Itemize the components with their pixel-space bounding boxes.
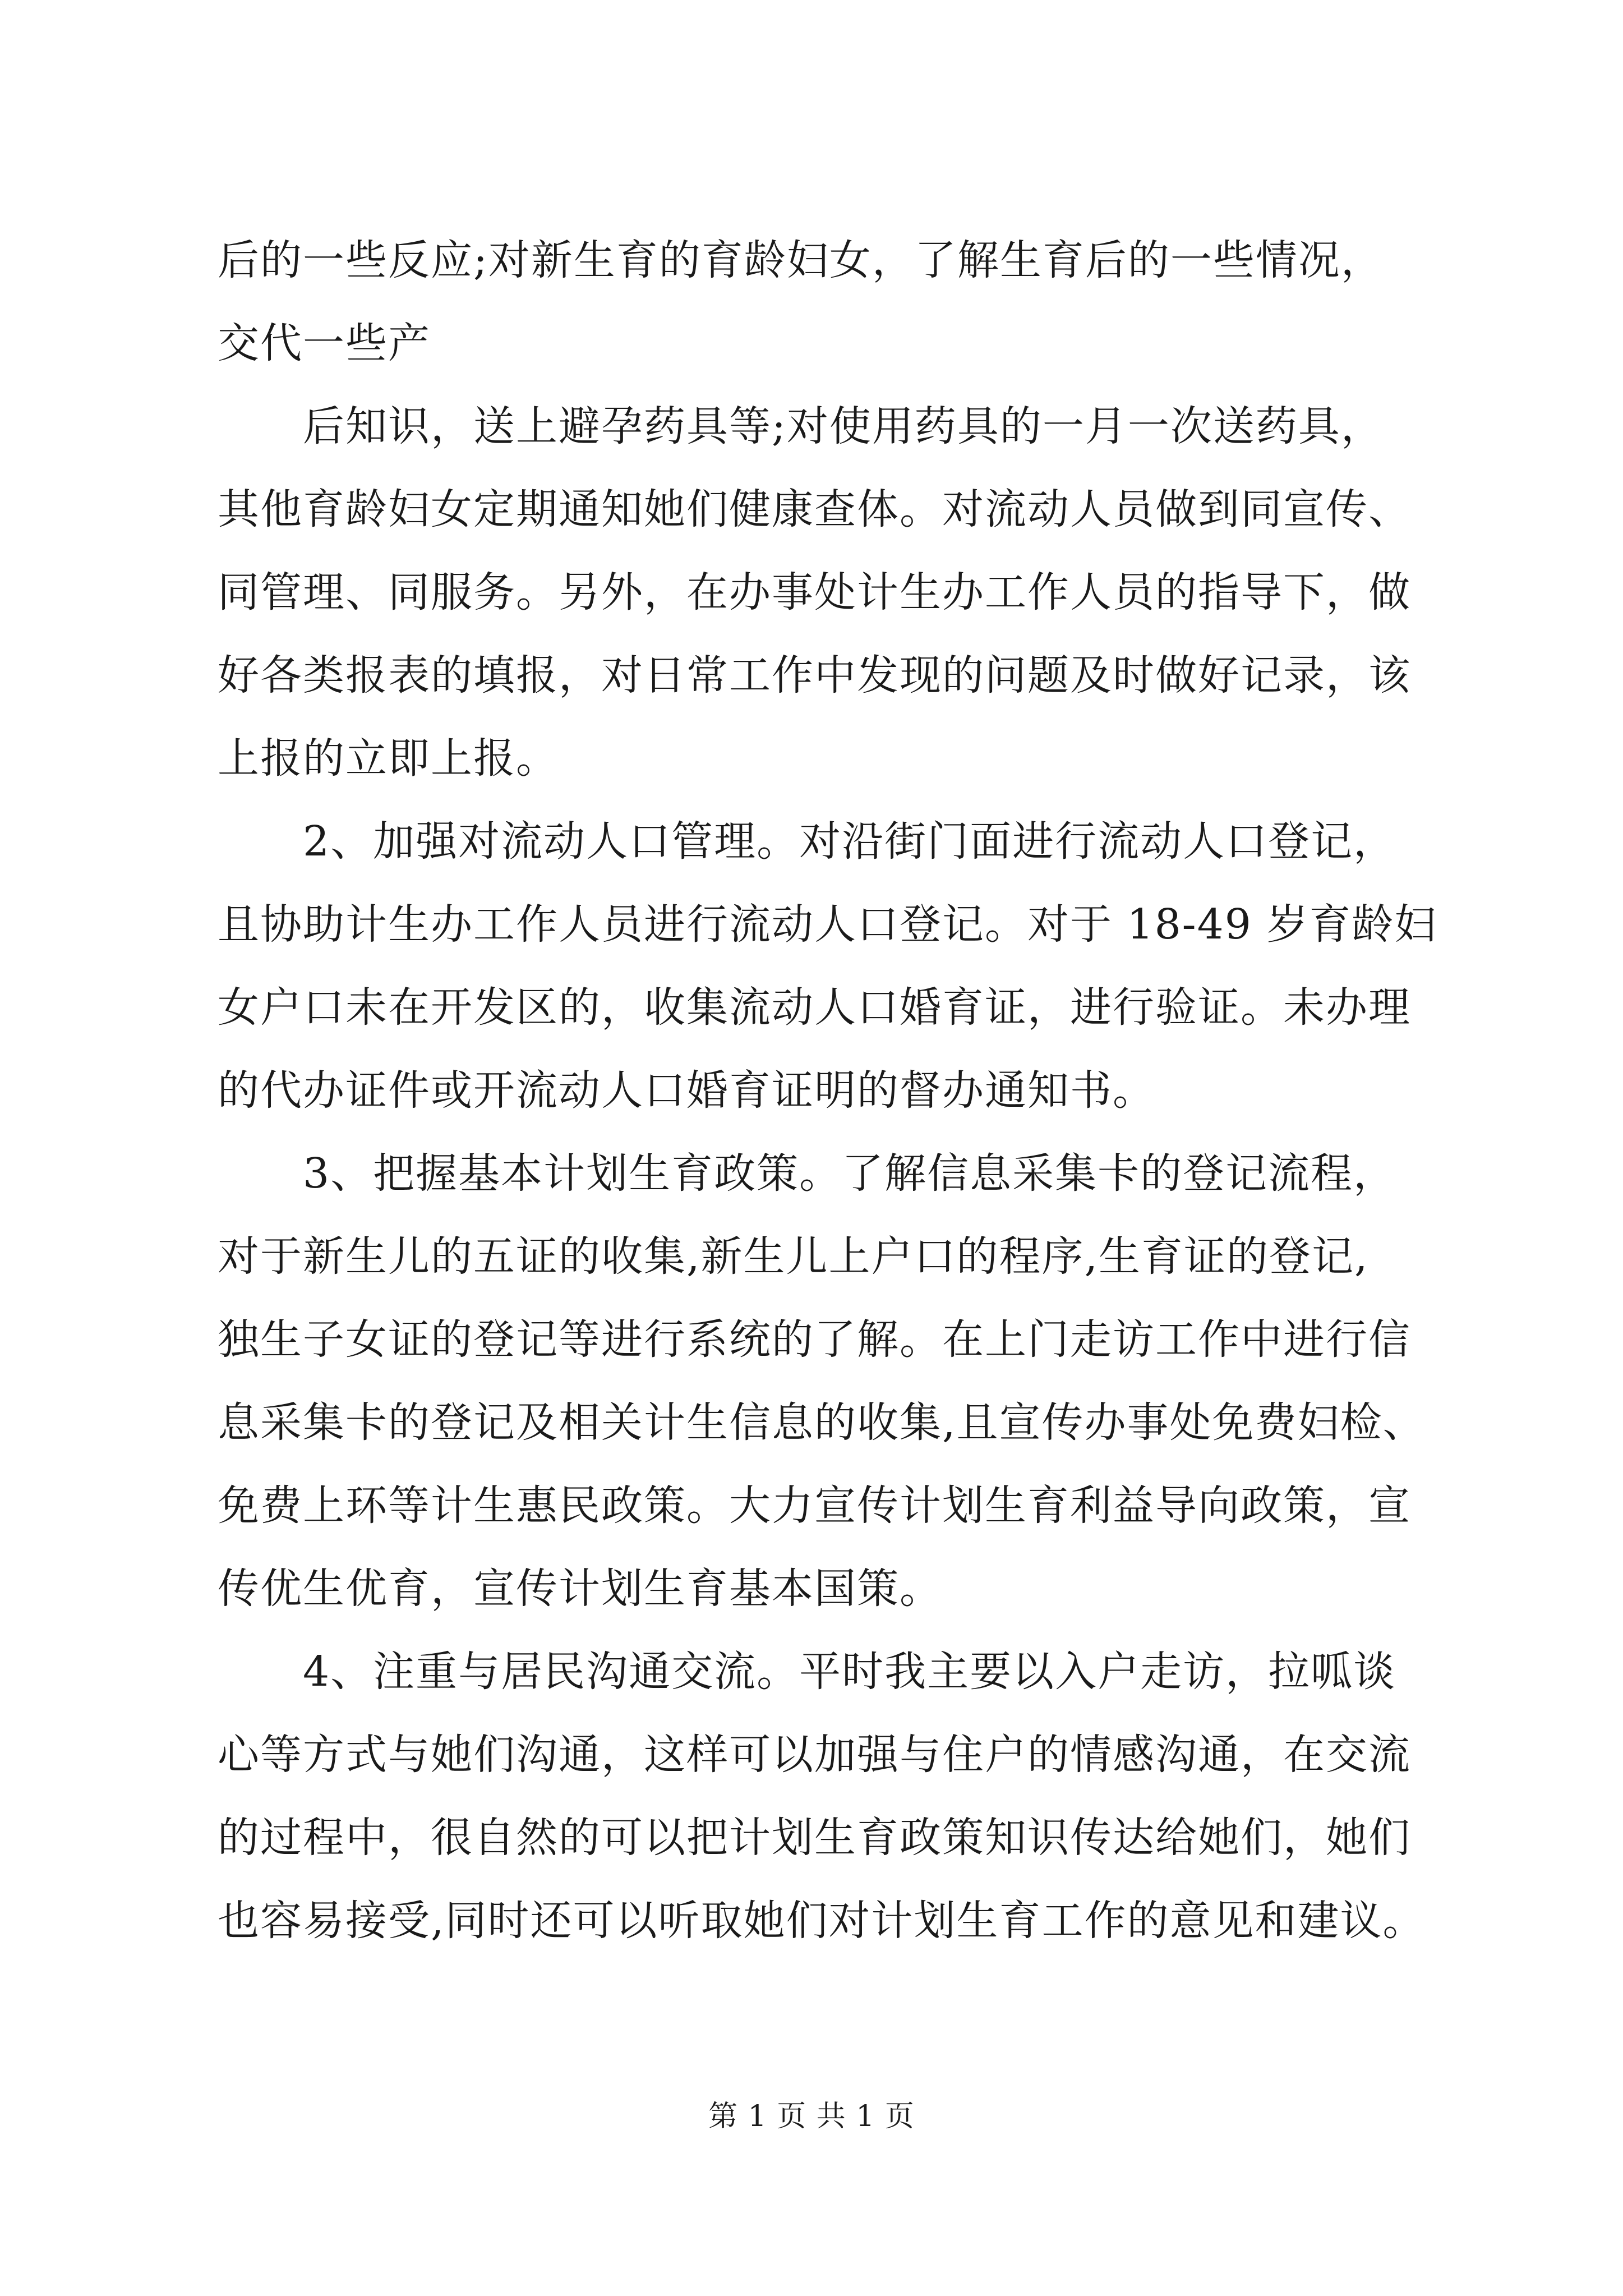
page-number-label: 第 1 页 共 1 页	[708, 2100, 915, 2133]
text-line: 交代一些产	[218, 319, 431, 367]
text-line: 的代办证件或开流动人口婚育证明的督办通知书。	[218, 1066, 1155, 1115]
text-line: 也容易接受,同时还可以听取她们对计划生育工作的意见和建议。	[218, 1897, 1426, 1945]
page-footer	[0, 2097, 1623, 2136]
document-body	[218, 219, 1435, 1962]
text-line: 息采集卡的登记及相关计生信息的收集,且宣传办事处免费妇检、	[218, 1398, 1426, 1447]
text-line: 上报的立即上报。	[218, 734, 559, 783]
text-line: 传优生优育，宣传计划生育基本国策。	[218, 1565, 942, 1613]
text-line: 独生子女证的登记等进行系统的了解。在上门走访工作中进行信	[218, 1315, 1411, 1364]
text-line: 对于新生儿的五证的收集,新生儿上户口的程序,生育证的登记,	[218, 1232, 1369, 1281]
text-line: 的过程中，很自然的可以把计划生育政策知识传达给她们，她们	[218, 1814, 1411, 1862]
text-line: 免费上环等计生惠民政策。大力宣传计划生育利益导向政策，宣	[218, 1481, 1411, 1530]
text-line: 后的一些反应;对新生育的育龄妇女，了解生育后的一些情况，	[218, 236, 1384, 284]
text-line: 女户口未在开发区的，收集流动人口婚育证，进行验证。未办理	[218, 983, 1411, 1032]
text-line: 心等方式与她们沟通，这样可以加强与住户的情感沟通，在交流	[218, 1731, 1411, 1779]
text-line: 且协助计生办工作人员进行流动人口登记。对于 18-49 岁育龄妇	[218, 900, 1437, 949]
text-line: 好各类报表的填报，对日常工作中发现的问题及时做好记录，该	[218, 651, 1411, 700]
text-line: 其他育龄妇女定期通知她们健康查体。对流动人员做到同宣传、	[218, 485, 1411, 533]
paragraph-start-line: 3、把握基本计划生育政策。了解信息采集卡的登记流程，	[303, 1149, 1396, 1198]
paragraph-start-line: 2、加强对流动人口管理。对沿街门面进行流动人口登记，	[303, 817, 1396, 866]
paragraph-start-line: 后知识，送上避孕药具等;对使用药具的一月一次送药具，	[303, 402, 1384, 450]
text-line: 同管理、同服务。另外，在办事处计生办工作人员的指导下，做	[218, 568, 1411, 616]
paragraph-start-line: 4、注重与居民沟通交流。平时我主要以入户走访，拉呱谈	[303, 1648, 1396, 1696]
